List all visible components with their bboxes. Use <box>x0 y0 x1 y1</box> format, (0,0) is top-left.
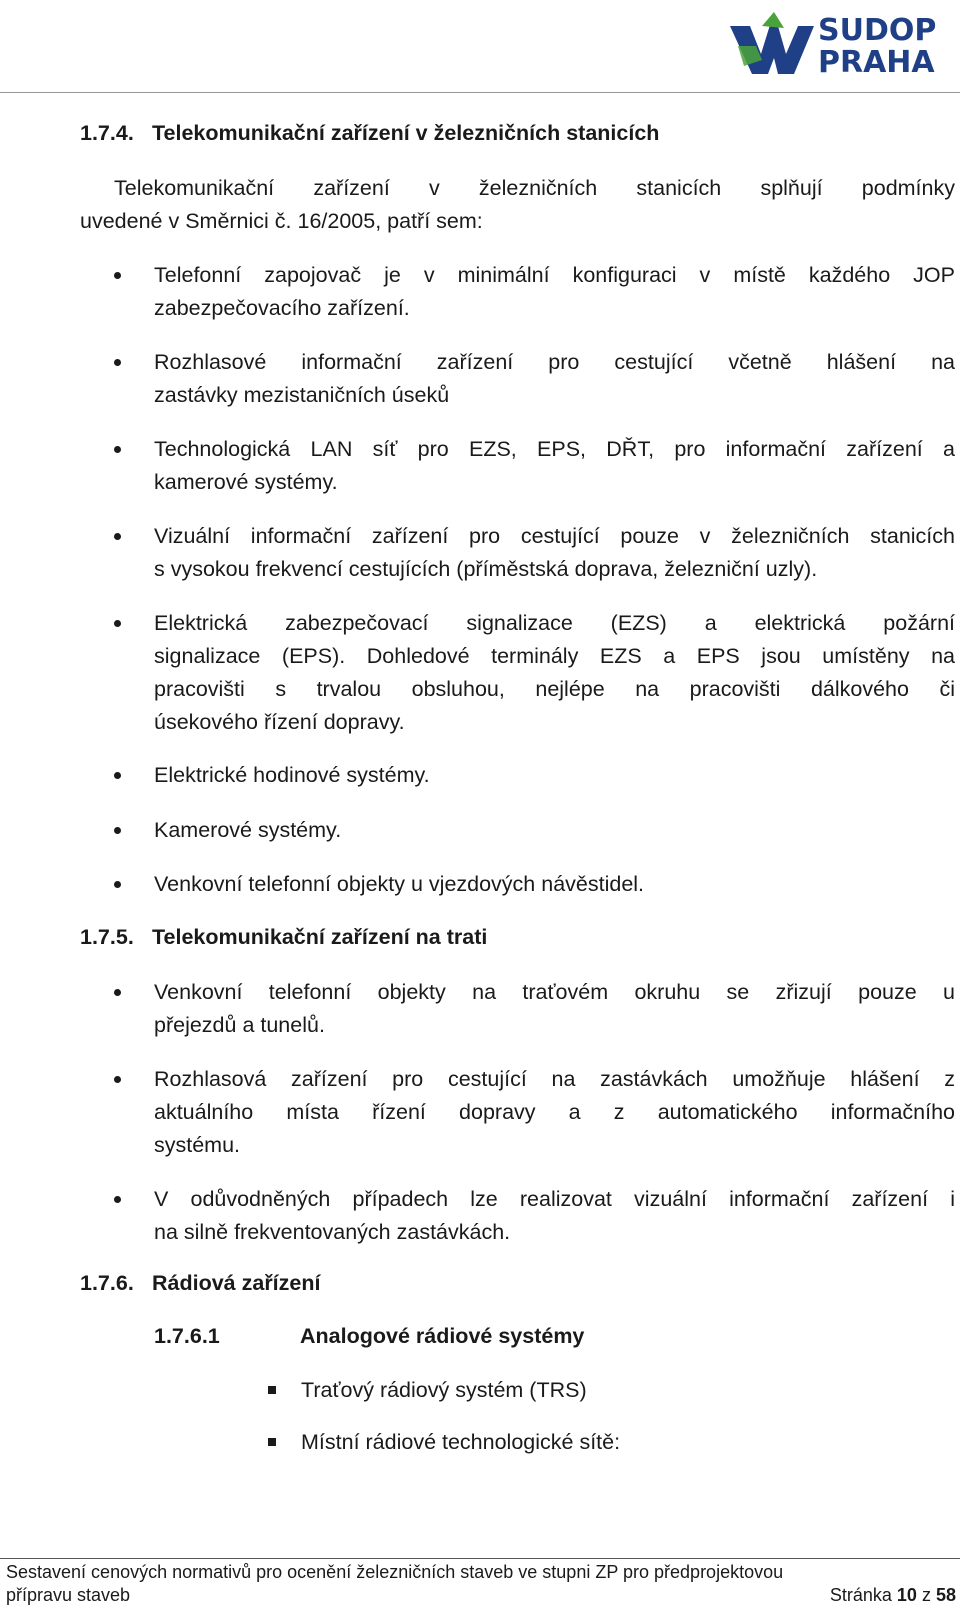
subheading-1761 <box>154 1324 584 1349</box>
list-item: Kamerové systémy. <box>114 814 955 847</box>
list-item: Rozhlasové informační zařízení pro cestující včetně hlášení na zastávky mezistaničních úseků <box>114 346 955 412</box>
footer-line2: přípravu staveb <box>6 1585 131 1605</box>
footer-line1: Sestavení cenových normativů pro ocenění železničních staveb ve stupni ZP pro předprojektovou <box>6 1562 784 1582</box>
logo-line1: SUDOP <box>818 13 937 48</box>
heading-number: 1.7.5. <box>80 925 134 949</box>
bullet-icon <box>114 1076 121 1083</box>
list-item: Vizuální informační zařízení pro cestující pouze v železničních stanicích s vysokou frekvencí cestujících (příměstská doprava, železniční uzly). <box>114 520 955 586</box>
list-item: Technologická LAN síť pro EZS, EPS, DŘT, pro informační zařízení a kamerové systémy. <box>114 433 955 499</box>
intro-line1: Telekomunikační zařízení v železničních stanicích splňují podmínky <box>114 176 955 200</box>
list-item: V odůvodněných případech lze realizovat vizuální informační zařízení i na silně frekventovaných zastávkách. <box>114 1183 955 1249</box>
bullet-icon <box>114 359 121 366</box>
heading-title: Telekomunikační zařízení na trati <box>152 925 488 949</box>
heading-title: Telekomunikační zařízení v železničních stanicích <box>152 121 660 145</box>
page-number: Stránka 10 z 58 <box>829 1585 956 1605</box>
header-rule <box>0 92 960 93</box>
heading-title: Rádiová zařízení <box>152 1271 321 1295</box>
list-item: Venkovní telefonní objekty na traťovém okruhu se zřizují pouze u přejezdů a tunelů. <box>114 976 955 1042</box>
bullet-icon <box>114 272 121 279</box>
bullet-icon <box>114 881 121 888</box>
bullet-icon <box>114 533 121 540</box>
heading-176 <box>80 1271 320 1296</box>
list-item: Telefonní zapojovač je v minimální konfiguraci v místě každého JOP zabezpečovacího zařízení. <box>114 259 955 325</box>
subheading-number: 1.7.6.1 <box>154 1324 220 1348</box>
square-bullet-icon <box>268 1438 276 1446</box>
bullet-icon <box>114 989 121 996</box>
heading-number: 1.7.4. <box>80 121 134 145</box>
heading-175 <box>80 925 487 950</box>
page-footer <box>6 1561 956 1607</box>
bullet-icon <box>114 446 121 453</box>
subheading-title: Analogové rádiové systémy <box>300 1324 585 1348</box>
logo-line2: PRAHA <box>818 45 935 76</box>
list-item: Elektrická zabezpečovací signalizace (EZS) a elektrická požární signalizace (EPS). Dohledové terminály EZS a EPS jsou umístěny na pracovišti s trvalou obsluhou, nejlépe na pracovišti dálkového či úsekového řízení dopravy. <box>114 607 955 739</box>
square-list-item: Traťový rádiový systém (TRS) <box>268 1374 587 1407</box>
heading-174 <box>80 121 659 146</box>
heading-number: 1.7.6. <box>80 1271 134 1295</box>
bullet-icon <box>114 772 121 779</box>
square-bullet-icon <box>268 1386 276 1394</box>
list-item: Elektrické hodinové systémy. <box>114 759 955 792</box>
bullet-icon <box>114 827 121 834</box>
footer-rule <box>0 1558 960 1559</box>
list-item: Rozhlasová zařízení pro cestující na zastávkách umožňuje hlášení z aktuálního místa řízení dopravy a z automatického informačního systému. <box>114 1063 955 1162</box>
sudop-praha-logo <box>728 6 944 76</box>
bullet-icon <box>114 620 121 627</box>
square-list-item: Místní rádiové technologické sítě: <box>268 1426 620 1459</box>
list-item: Venkovní telefonní objekty u vjezdových návěstidel. <box>114 868 955 901</box>
intro-line2: uvedené v Směrnici č. 16/2005, patří sem: <box>80 209 483 233</box>
bullet-icon <box>114 1196 121 1203</box>
